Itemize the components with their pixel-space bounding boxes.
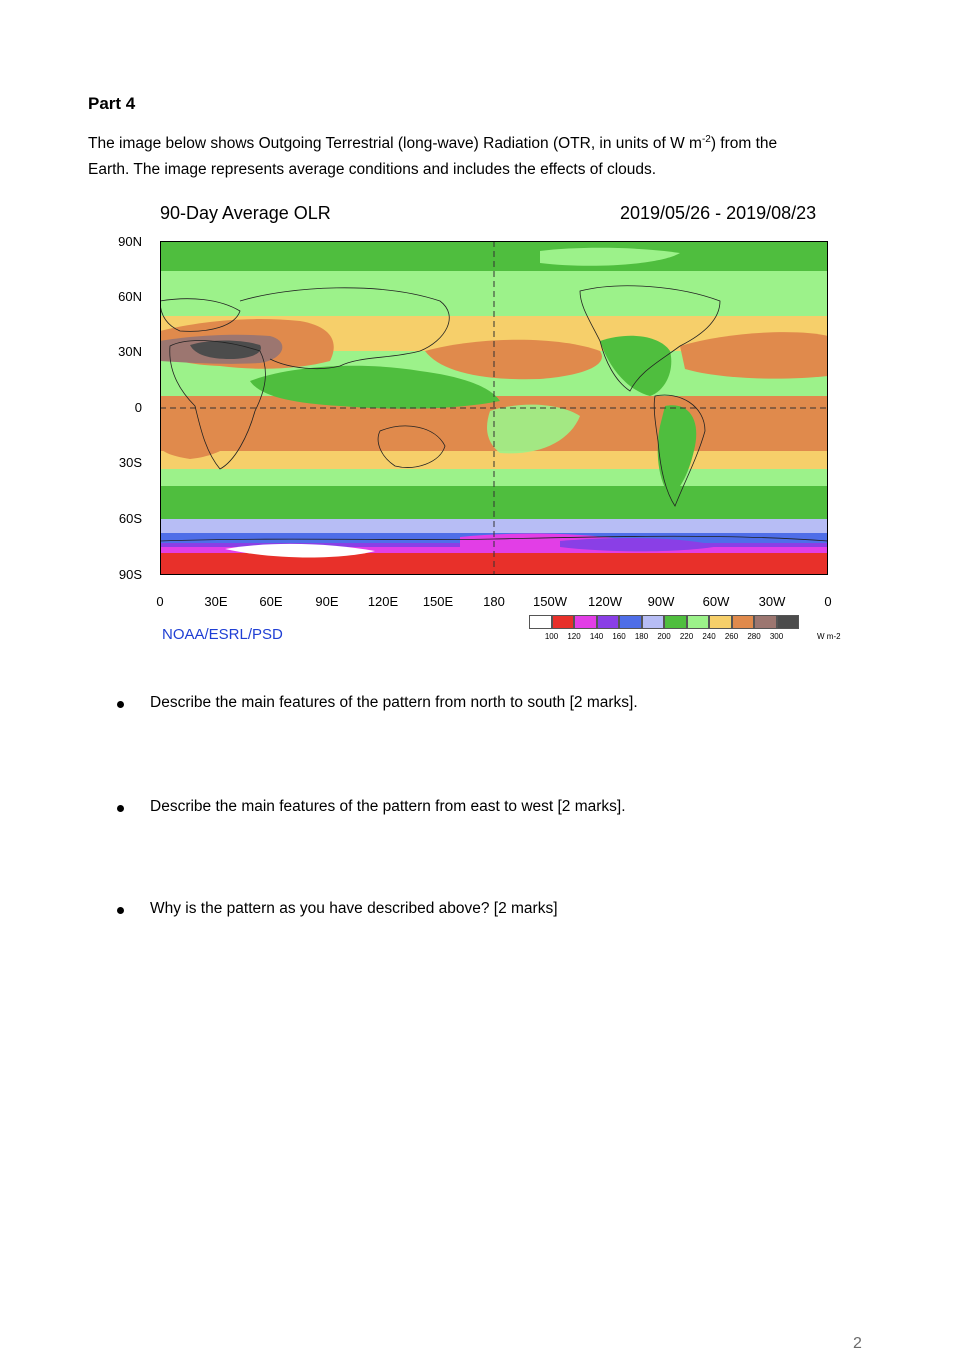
question-2: Describe the main features of the pattern from east to west [2 marks]. [150,798,626,815]
page-number: 2 [853,1335,862,1352]
lon-label-150e: 150E [422,594,454,609]
legend-tick-label: 280 [747,632,761,641]
legend-swatch [664,615,687,629]
lat-label-90s: 90S [118,567,142,582]
lat-label-30s: 30S [118,455,142,470]
question-1: Describe the main features of the pattern from north to south [2 marks]. [150,694,638,711]
intro-superscript: -2 [701,133,711,145]
olr-map [160,241,828,575]
lon-label-60w: 60W [702,594,730,609]
legend-tick-label: 220 [679,632,694,641]
bullet-icon [117,805,124,812]
legend-tick-label: 140 [589,632,604,641]
bullet-icon [117,701,124,708]
lon-label-30e: 30E [204,594,228,609]
lon-label-120e: 120E [367,594,399,609]
part-heading: Part 4 [88,94,136,113]
lon-label-30w: 30W [758,594,786,609]
lon-label-180: 180 [483,594,505,609]
legend-swatch [732,615,755,629]
legend-tick-label: 200 [657,632,671,641]
bullet-icon [117,907,124,914]
lon-label-0-east: 0 [824,594,832,609]
legend-tick-label: 160 [612,632,626,641]
intro-line1-end: ) from the [710,135,778,152]
legend-swatch [642,615,665,629]
lon-label-120w: 120W [588,594,622,609]
legend-tick-label: 240 [702,632,716,641]
legend-tick-label: 100 [544,632,559,641]
figure-date-range: 2019/05/26 - 2019/08/23 [620,203,817,223]
lat-label-60n: 60N [118,289,142,304]
lat-label-0: 0 [134,400,142,415]
intro-line2-text: Earth. The image represents average conditions and includes the effects of clouds. [88,161,657,178]
lon-label-0: 0 [156,594,164,609]
lat-label-90n: 90N [118,234,142,249]
legend-swatch [552,615,575,629]
legend-swatch [619,615,642,629]
legend-swatch [574,615,597,629]
legend-swatch [777,615,800,629]
lon-label-60e: 60E [259,594,283,609]
legend-tick-label: 180 [634,632,649,641]
legend-tick-label: 120 [567,632,581,641]
figure-credit: NOAA/ESRL/PSD [162,626,283,643]
legend-swatch [754,615,777,629]
lon-label-150w: 150W [533,594,567,609]
legend-swatch [597,615,620,629]
lat-label-60s: 60S [118,511,142,526]
lon-label-90w: 90W [647,594,675,609]
intro-line1-text: The image below shows Outgoing Terrestrial (long-wave) Radiation (OTR, in units of W m [88,135,702,152]
legend-swatch [687,615,710,629]
legend-swatch [709,615,732,629]
figure-title: 90-Day Average OLR [160,203,331,223]
legend-tick-label: 300 [769,632,784,641]
legend-swatch [529,615,552,629]
intro-paragraph [88,131,878,183]
legend-unit: W m-2 [817,632,841,641]
olr-map-svg [160,241,828,575]
lat-label-30n: 30N [118,344,142,359]
legend-tick-label: 260 [724,632,739,641]
question-3: Why is the pattern as you have described above? [2 marks] [150,900,558,917]
lon-label-90e: 90E [315,594,339,609]
